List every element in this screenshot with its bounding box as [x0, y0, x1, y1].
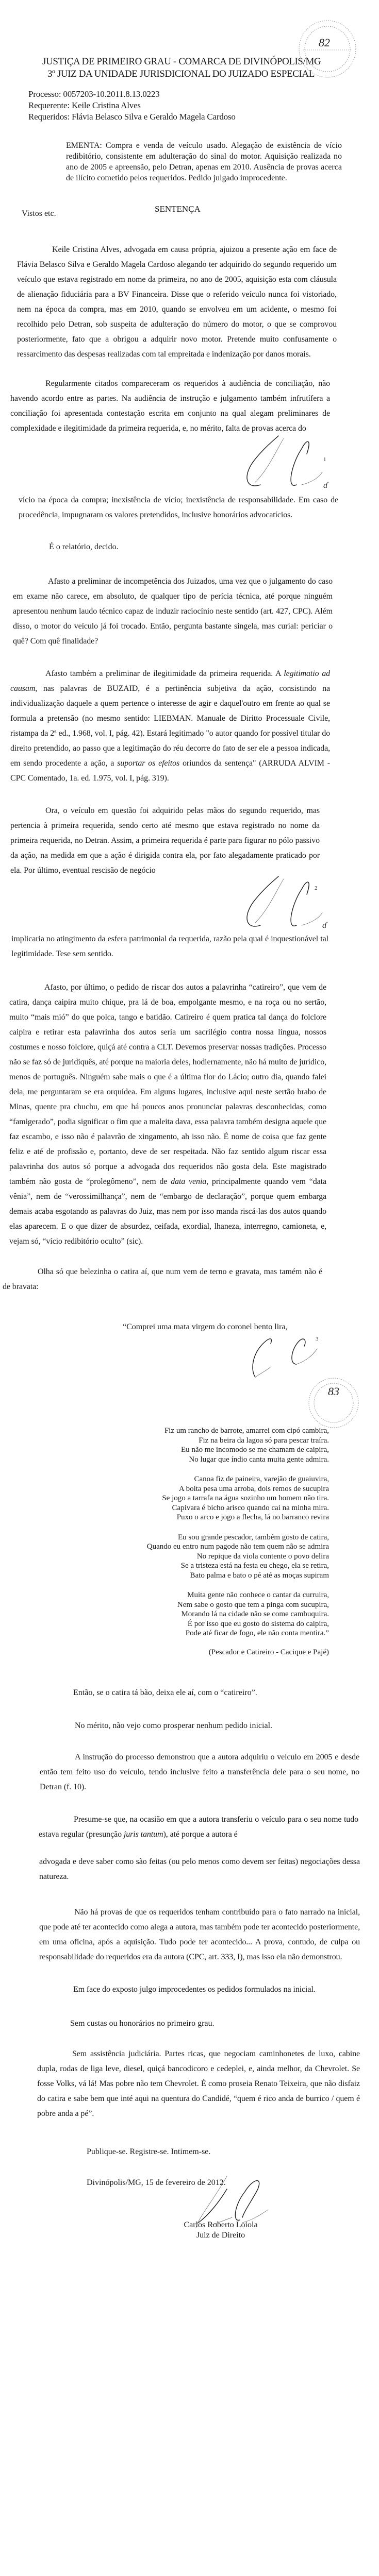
poem-stanza	[0, 1475, 329, 1522]
sheet-number: 83	[328, 1385, 339, 1398]
text: Presume-se que, na ocasião em que a autora transferiu o veículo para o seu nome tudo estava regular (presunção	[39, 1815, 358, 1839]
paragraph-contestation-cont: vício na época da compra; inexistência de vício; inexistência de responsabilidade. Em caso de procedência, impugnaram os valores pretendidos, inclusive honorários advocatícios.	[19, 496, 338, 519]
paragraph-intro-poem: Olha só que belezinha o catira aí, que num vem de terno e gravata, mas tamém não é de bravata:	[3, 1267, 322, 1291]
page-number: 3	[316, 1336, 319, 1342]
poem-line: Eu não me incomodo se me chamam de caipira,	[181, 1446, 329, 1454]
poem-line: Se a tristeza está na festa eu chego, ela se retira,	[180, 1562, 329, 1570]
signature-area	[0, 1333, 379, 1426]
vistos: Vistos etc.	[22, 209, 56, 218]
poem-line: Canoa fiz de paineira, varejão de guaiuvira,	[194, 1475, 329, 1483]
poem-line: Pode até ficar de fogo, ele não conta mentira.”	[185, 1629, 329, 1637]
poem-credit-row	[0, 1648, 329, 1657]
paragraph-instruction: A instrução do processo demonstrou que a autora adquiriu o veículo em 2005 e desde então tem feito uso do veículo, tendo inclusive feito a transferência dele para o seu nome, no Detran (f. 10).	[40, 1753, 359, 1791]
italic-term: suportar os efeitos	[117, 759, 180, 768]
paragraph-catireiro	[9, 980, 326, 1249]
paragraph-legitimacy	[10, 666, 330, 786]
case-number: Processo: 0057203-10.2011.8.13.0223	[28, 89, 160, 99]
poem-line: Fiz um rancho de barrote, amarrei com cipó cambira,	[164, 1427, 329, 1435]
paragraph-keep-word: Então, se o catira tá bão, deixa ele aí, com o “catireiro”.	[73, 1688, 257, 1697]
ementa: EMENTA: Compra e venda de veículo usado. Alegação de existência de vício redibitório, consistente em adulteração do sinal do motor. Aquisição realizada no ano de 2005 e apreensão, pelo Detran, apenas em 2010. Ausência de provas acerca de ilícito cometido pelos requeridos. Pedido julgado improcedente.	[66, 141, 342, 182]
paragraph-legitimacy-close: implicaria no atingimento da esfera patrimonial da requerida, razão pela qual é inquestionável tal legitimidade. Tese sem sentido.	[11, 935, 328, 958]
poem-line: Bato palma e bato o pé até as moças supiram	[190, 1571, 329, 1580]
paragraph-presumption-cont: advogada e deve saber como são feitas (ou pelo menos como devem ser feitas) negociações dessa natureza.	[39, 1857, 360, 1881]
initials-mark: ɗ	[322, 921, 326, 930]
rubric-signature	[240, 874, 327, 930]
paragraph-presumption	[39, 1812, 358, 1842]
italic-term: data venia	[171, 1177, 207, 1186]
court-header-line2: 3º JUIZ DA UNIDADE JURISDICIONAL DO JUIZADO ESPECIAL	[47, 69, 315, 79]
poem-stanza	[0, 1426, 329, 1464]
poem-line: Nem sabe o gosto que tem a pinga com sucupira,	[177, 1600, 329, 1609]
poem-line: Morando lá na cidade não se come cambuquira.	[181, 1610, 329, 1618]
poem-line: No lugar que índio canta muita gente admira.	[189, 1455, 329, 1464]
closing-block	[0, 2177, 379, 2241]
paragraph-competence: Afasto a preliminar de incompetência dos Juizados, uma vez que o julgamento do caso em exame não carece, em absoluto, de qualquer tipo de perícia técnica, até porque ninguém apresentou nenhum laudo técnico capaz de induzir raciocínio neste sentido (art. 427, CPC). Além disso, o motor do veículo já foi trocado. Então, pergunta bastante singela, mas curial: periciar o quê? Com quê finalidade?	[13, 577, 333, 646]
court-header-line1: JUSTIÇA DE PRIMEIRO GRAU - COMARCA DE DIVINÓPOLIS/MG	[42, 56, 321, 67]
text: Afasto também a preliminar de ilegitimidade da primeira requerida. A	[45, 669, 284, 678]
poem-line: Eu sou grande pescador, também gosto de catira,	[177, 1533, 329, 1541]
paragraph-report: Keile Cristina Alves, advogada em causa própria, ajuizou a presente ação em face de Flávia Belasco Silva e Geraldo Magela Cardoso alegando ter adquirido do segundo requerido um veículo que estava registrado em nome da primeira, no ano de 2005, aquisição esta com cláusula de alienação fiduciária para a BV Financeira. Disse que o referido veículo nunca foi vistoriado, nem na época da compra, mas em 2010, quando se envolveu em um acidente, o mesmo foi recolhido pelo Detran, sob suspeita de adulteração do número do motor, o que se comprovou posteriormente, fato que a obrigou a adquirir novo motor. Pretende muito confusamente o ressarcimento das despesas realizadas com tal empreitada e indenização por danos morais.	[17, 245, 337, 359]
poem-first-line: “Comprei uma mata virgem do coronel bento lira,	[123, 1323, 288, 1331]
paragraph-merits: No mérito, não vejo como prosperar nenhum pedido inicial.	[75, 1721, 273, 1730]
poem-stanza	[0, 1590, 329, 1638]
poem-line: No repique da viola contente o povo delira	[196, 1552, 329, 1561]
text: , nas palavras de BUZAID, é a pertinência subjetiva da ação, consistindo na individualização daquele a quem pertence o interesse de agir e daquel'outro em frente ao qual se formula a pretensão (no mesmo sentido: LIEBMAN. Manuale de Diritto Processuale Civile, ristampa da 2ª ed., 1.968, vol. I, pág. 42). Estará legitimado "o autor quando for possível titular do direito pretendido, ao passo que a legitimação do réu decorre do fato de ser ele a pessoa indicada, em sendo procedente a ação, a	[10, 684, 330, 768]
title-row	[0, 204, 379, 227]
italic-term: juris tantum	[123, 1830, 163, 1839]
page-number: 1	[323, 456, 326, 463]
poem-line: Fiz na beira da lagoa só para pescar traíra.	[199, 1436, 329, 1445]
text: ), até porque a autora é	[163, 1830, 238, 1839]
rubric-signature	[240, 433, 327, 490]
defendants: Requeridos: Flávia Belasco Silva e Geraldo Magela Cardoso	[28, 112, 236, 122]
judge-signature	[186, 2174, 278, 2230]
case-info	[28, 89, 379, 123]
poem-line: Muita gente não conhece o cantar da curruira,	[187, 1591, 329, 1599]
italic-term: legitimatio ad causam	[10, 669, 330, 693]
signature-area	[0, 878, 379, 931]
text: oriundos da sentença" (ARRUDA ALVIM - CPC Comentado, 1a. ed. 1.975, vol. I, pág. 319).	[10, 759, 330, 783]
paragraph-judgment: Em face do exposto julgo improcedentes os pedidos formulados na inicial.	[73, 1985, 316, 1994]
paragraph-vehicle-owner: Ora, o veículo em questão foi adquirido pelas mãos do segundo requerido, mas pertencia à primeira requerida, sendo certo até mesmo que estava registrado no nome da primeira requerida, no Detran. Assim, a primeira requerida é parte para figurar no pólo passivo da ação, na medida em que a ação é dirigida contra ela, por fato alegadamente praticado por ela. Por último, eventual rescisão de negócio	[10, 806, 320, 875]
poem-stanza	[0, 1533, 329, 1581]
paragraph-legal-aid: Sem assistência judiciária. Partes ricas, que negociam caminhonetes de luxo, cabine dupla, rodas de liga leve, diesel, quiçá bancodicoro e cedeplei, e, ainda melhor, da Chevrolet. Se fosse Volks, vá lá! Mas pobre não tem Chevrolet. É como proseia Renato Teixeira, que não disfaiz do catira e sabe bem que inté aqui na quentura do Candidé, “quem é rico anda de burrico / quem é pobre anda a pé”.	[37, 2049, 360, 2118]
page-number: 2	[315, 885, 318, 891]
judge-role: Juiz de Direito	[196, 2231, 245, 2240]
judge-name: Carlos Roberto Loiola	[184, 2221, 258, 2229]
closing-date: Divinópolis/MG, 15 de fevereiro de 2012.	[87, 2178, 226, 2187]
sheet-number: 82	[319, 36, 330, 49]
poem-line: Capivara é bicho arisco quando cai na minha mira.	[172, 1503, 329, 1512]
text: Afasto, por último, o pedido de riscar dos autos a palavrinha “catireiro”, que vem de catira, dança caipira muito chique, pra lá de boa, empolgante mesmo, e na roça ou no sertão, muito “mais mió” do que polca, tango e batidão. Catireiro é quem pratica tal dança do folclore caipira e retirar esta palavrinha dos autos seria um sacrilégio contra nossa língua, nossos costumes e nosso folclore, quiçá até contra a CLT. Devemos preservar nossas tradições. Processo não se faz só de juridiquês, até porque na maioria deles, hodiernamente, não há muito de jurídico, menos de português. Ninguém sabe mais o que é a última flor do Lácio; outro dia, quando falei dela, me perguntaram se era orquídea. Em alguns lugares, inclusive aqui neste sertão brabo de Minas, quente pra chuchu, em que há poucos anos pronunciar palavras desconhecidas, como “famigerado”, podia significar o fim que a maleita dava, essa palavra também designa aquele que faz escambo, e isso não é palavrão de xingamento, ah isso não. É nome de coisa que faz gente feliz e até de profissão e, portanto, deve de ser respeitada. Não faz sentido algum riscar essa palavrinha dos autos só porque a advogada dos requeridos não gosta dela. Este magistrado também não gosta de “prolegômeno”, nem de	[9, 983, 326, 1186]
closing-publish: Publique-se. Registre-se. Intimem-se.	[87, 2147, 211, 2156]
paragraph-no-proof: Não há provas de que os requeridos tenham contribuído para o fato narrado na inicial, que pode até ter acontecido como alega a autora, mas também pode ter acontecido posteriormente, em uma oficina, após a aquisição. Tudo pode ter acontecido... A prova, contudo, de culpa ou responsabilidade do requeridos era da autora (CPC, art. 333, I), mas isso ela não demonstrou.	[39, 1908, 360, 1961]
signature-area	[0, 436, 379, 493]
initials-mark: ɗ	[323, 481, 327, 490]
poem-credit: (Pescador e Catireiro - Cacique e Pajé)	[208, 1648, 329, 1656]
paragraph-costs: Sem custas ou honorários no primeiro grau.	[70, 2019, 215, 2028]
document-title: SENTENÇA	[155, 204, 201, 214]
poem-line: Se jogo a tarrafa na água sozinho um homem não tira.	[162, 1494, 329, 1502]
plaintiff: Requerente: Keile Cristina Alves	[28, 100, 141, 110]
poem-line: Puxo o arco e jogo a flecha, lá no barranco revira	[176, 1513, 329, 1521]
poem-line: A boita pesa uma arroba, dois remos de sucupira	[178, 1484, 329, 1493]
paragraph-contestation: Regularmente citados compareceram os requeridos à audiência de conciliação, não havendo acordo entre as partes. Na audiência de instrução e julgamento também infrutífera a conciliação foi apresentada contestação escrita em conjunto na qual alegam preliminares de complexidade e ilegitimidade da primeira requerida, e, no mérito, falta de provas acerca do	[10, 379, 330, 433]
paragraph-report-close: É o relatório, decido.	[49, 543, 119, 551]
text: , principalmente quando vem “data vênia”, nem de “verossimilhança”, nem de “embargo de declaração”, porque quem embarga demais acaba esgotando as palavras do Juiz, mas nem por isso manda riscá-las dos autos quando elas aparecem. E o que dizer de absurdez, ceifada, exordial, lhaneza, interregno, camioneta, e, vejam só, “vício redibitório oculto” (sic).	[9, 1177, 326, 1246]
poem-line: Quando eu entro num pagode não tem quem não se admira	[146, 1543, 329, 1551]
poem-line: É por isso que eu gosto do sistema do caipira,	[187, 1619, 329, 1628]
